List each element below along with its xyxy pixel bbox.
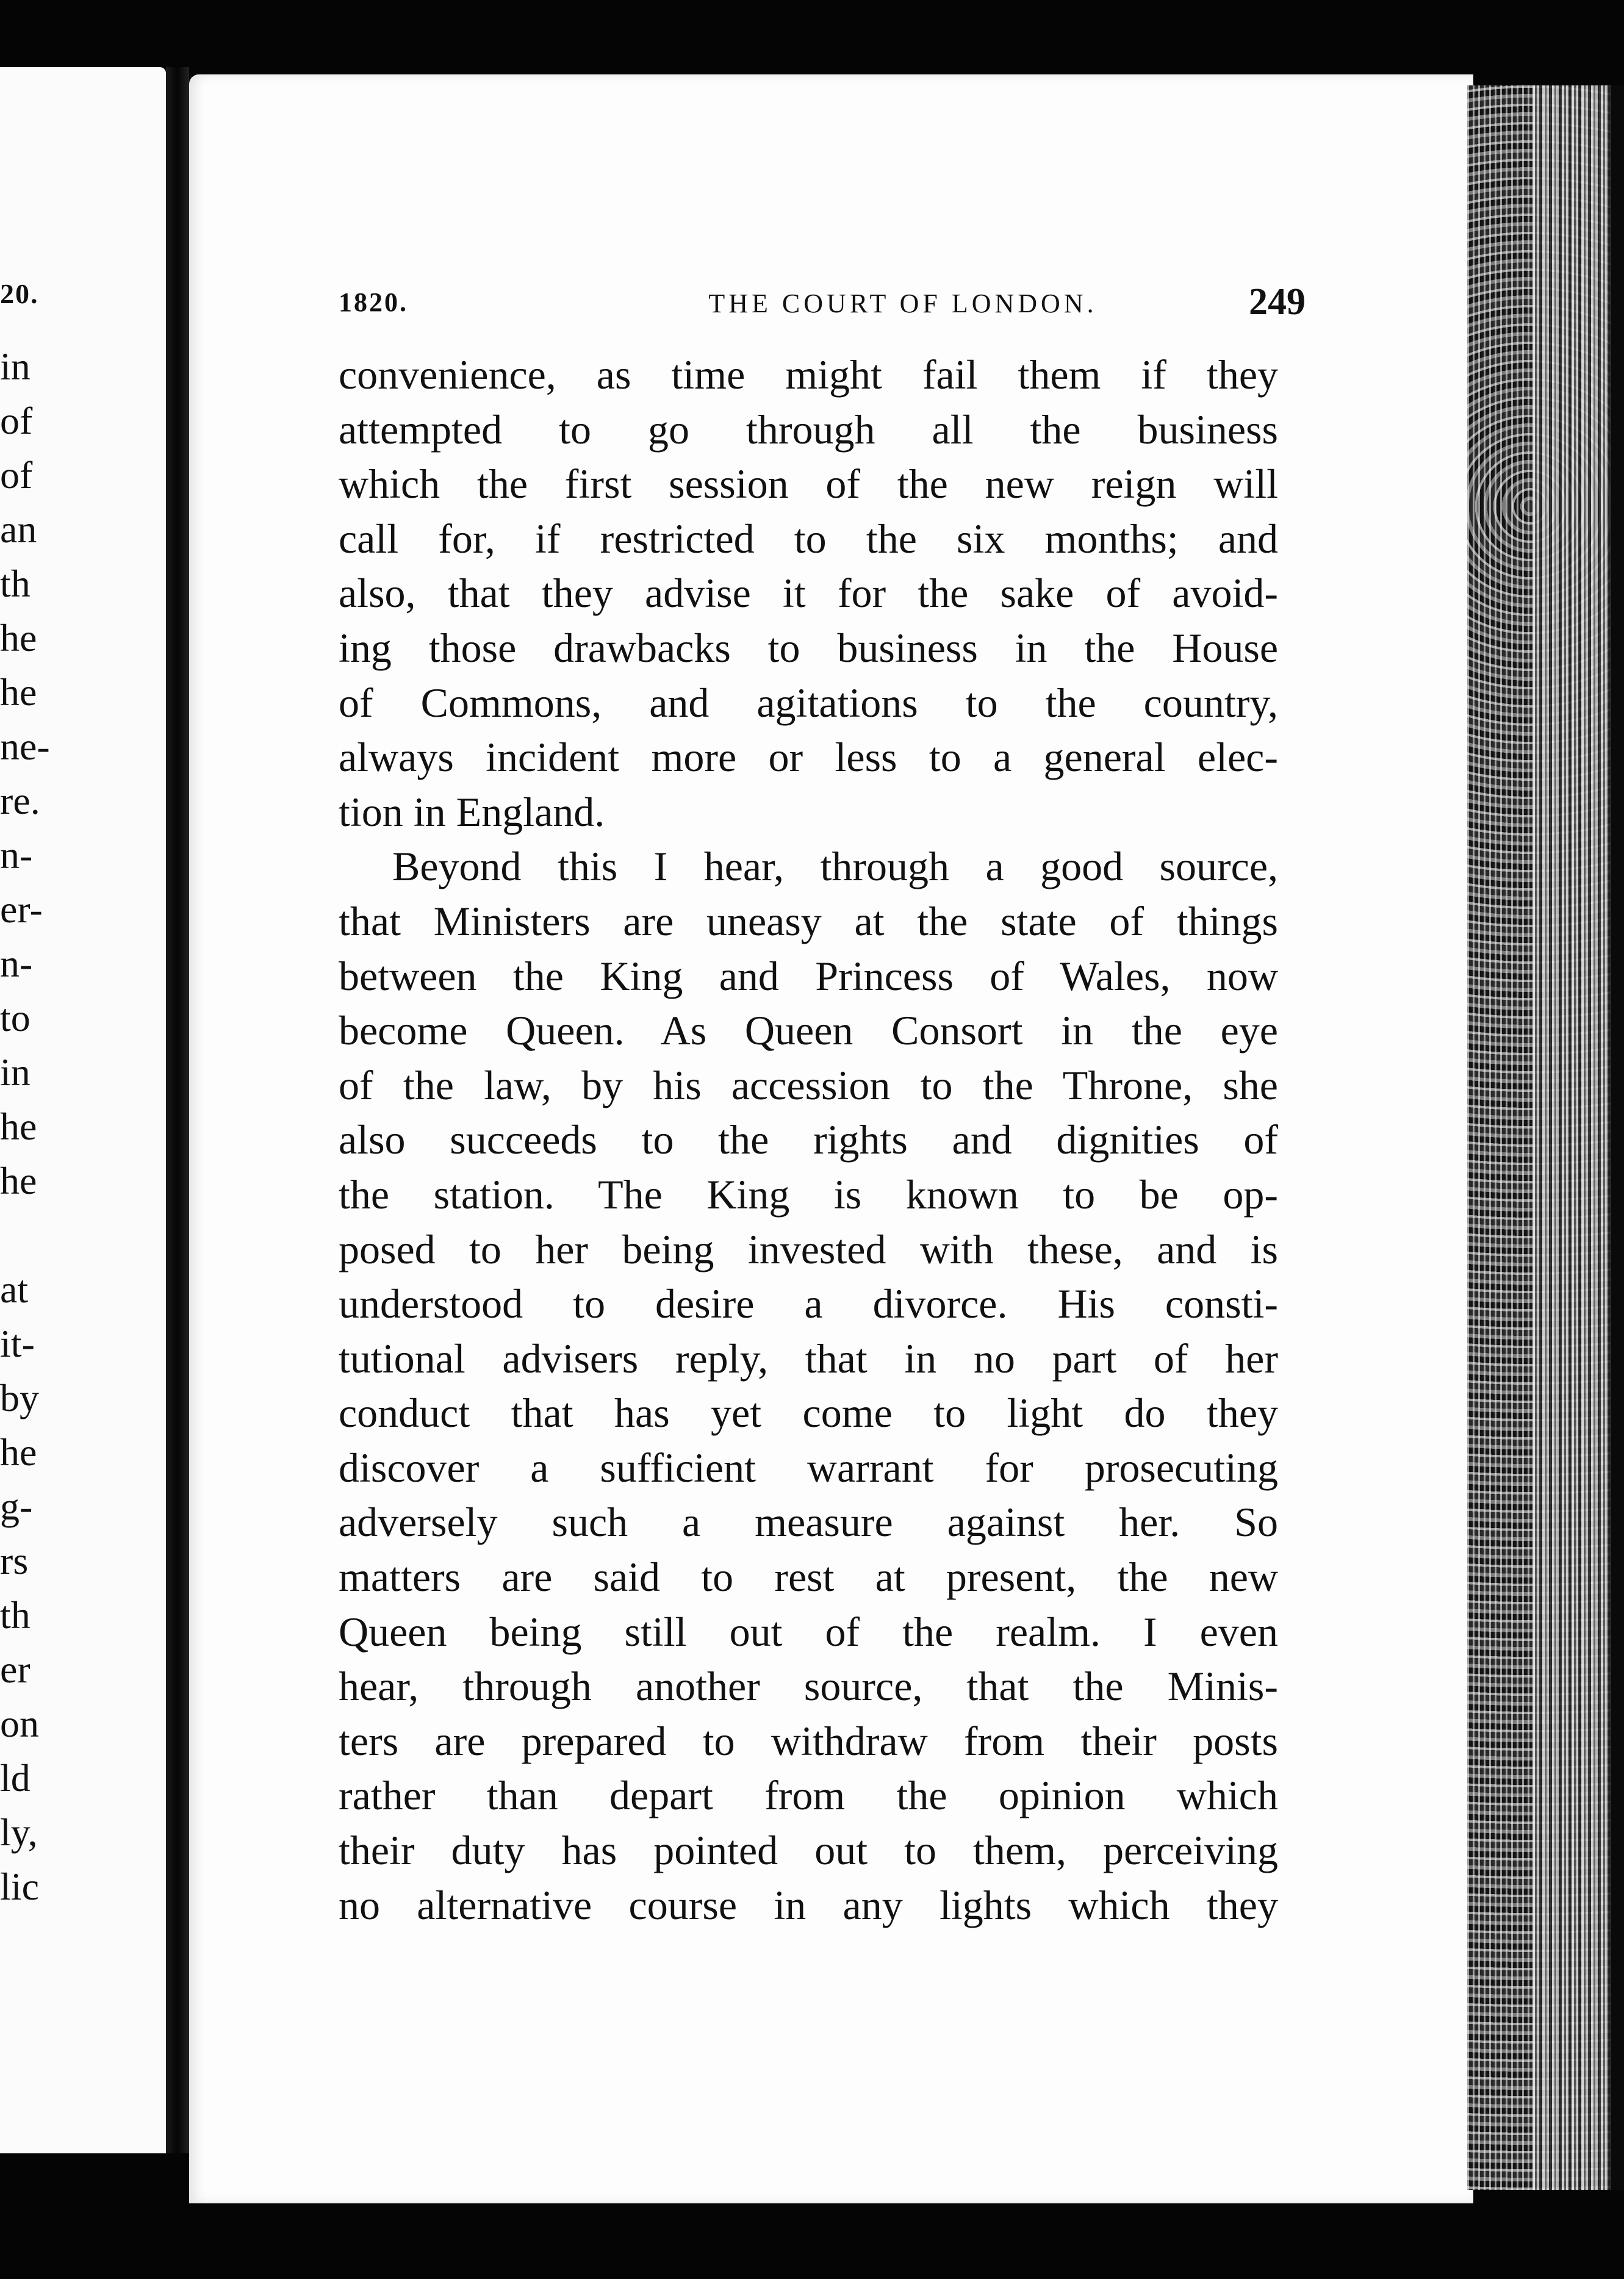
marbled-fore-edge: [1467, 85, 1624, 2190]
previous-page-fragment: [0, 67, 166, 2153]
book-page: [189, 74, 1473, 2203]
text-line: attempted to go through all the business: [339, 406, 1278, 453]
text-line: hear, through another source, that the Minis-: [339, 1663, 1278, 1710]
page-number: 249: [1249, 281, 1306, 323]
text-line: that Ministers are uneasy at the state of things: [339, 897, 1278, 944]
previous-page-line: ly,: [0, 1811, 38, 1854]
previous-page-line: er: [0, 1648, 31, 1691]
previous-page-line: in: [0, 345, 31, 388]
previous-page-line: to: [0, 996, 31, 1039]
previous-page-line: he: [0, 670, 37, 714]
previous-page-line: he: [0, 1430, 37, 1474]
previous-page-line: th: [0, 562, 31, 605]
running-header: [339, 281, 1467, 336]
text-line: become Queen. As Queen Consort in the eye: [339, 1007, 1278, 1054]
text-line: no alternative course in any lights which they: [339, 1881, 1278, 1928]
text-line: tutional advisers reply, that in no part of her: [339, 1335, 1278, 1382]
text-line: of the law, by his accession to the Throne, she: [339, 1061, 1278, 1108]
header-title: THE COURT OF LONDON.: [708, 289, 1098, 318]
text-line: of Commons, and agitations to the country,: [339, 679, 1278, 726]
previous-page-line: of: [0, 453, 33, 497]
previous-page-line: n-: [0, 833, 33, 877]
text-line: also succeeds to the rights and dignities of: [339, 1116, 1278, 1163]
book-cover-edge: [1611, 85, 1624, 2190]
text-line: call for, if restricted to the six months; and: [339, 515, 1278, 562]
previous-page-line: th: [0, 1593, 31, 1637]
text-line: matters are said to rest at present, the new: [339, 1554, 1278, 1601]
text-line: convenience, as time might fail them if they: [339, 351, 1278, 398]
previous-page-line: he: [0, 1105, 37, 1148]
previous-page-line: lic: [0, 1865, 39, 1908]
previous-page-line: in: [0, 1050, 31, 1094]
body-text: [339, 348, 1278, 1933]
text-line: between the King and Princess of Wales, now: [339, 952, 1278, 999]
header-year: 1820.: [339, 287, 408, 317]
previous-page-line: it-: [0, 1322, 35, 1365]
text-line: rather than depart from the opinion which: [339, 1772, 1278, 1819]
text-line: conduct that has yet come to light do they: [339, 1390, 1278, 1437]
previous-page-line: ld: [0, 1756, 31, 1800]
text-line: ters are prepared to withdraw from their posts: [339, 1717, 1278, 1764]
previous-page-line: he: [0, 616, 37, 659]
previous-page-line: g-: [0, 1485, 33, 1528]
text-line: always incident more or less to a general elec-: [339, 734, 1278, 781]
previous-page-line: on: [0, 1702, 39, 1745]
previous-page-line: at: [0, 1268, 29, 1311]
text-line: also, that they advise it for the sake of avoid-: [339, 570, 1278, 617]
book-gutter: [166, 67, 189, 2153]
previous-page-line: n-: [0, 942, 33, 985]
text-line: understood to desire a divorce. His consti-: [339, 1280, 1278, 1327]
text-line: discover a sufficient warrant for prosecuting: [339, 1444, 1278, 1491]
previous-page-line: re.: [0, 779, 40, 822]
previous-page-line: er-: [0, 888, 43, 931]
text-line: which the first session of the new reign will: [339, 461, 1278, 508]
text-line: adversely such a measure against her. So: [339, 1499, 1278, 1546]
previous-page-line: of: [0, 399, 33, 442]
text-line: posed to her being invested with these, and is: [339, 1226, 1278, 1272]
text-line: Queen being still out of the realm. I even: [339, 1608, 1278, 1655]
previous-page-line: rs: [0, 1539, 29, 1582]
text-line: ing those drawbacks to business in the House: [339, 624, 1278, 671]
previous-page-line: he: [0, 1159, 37, 1202]
text-line: Beyond this I hear, through a good source,: [392, 843, 1278, 890]
previous-page-header-fragment: 20.: [0, 278, 39, 309]
text-line: their duty has pointed out to them, perceiving: [339, 1827, 1278, 1874]
previous-page-line: an: [0, 508, 37, 551]
text-line: tion in England.: [339, 788, 605, 835]
text-line: the station. The King is known to be op-: [339, 1171, 1278, 1218]
previous-page-line: by: [0, 1376, 39, 1419]
previous-page-line: ne-: [0, 725, 50, 768]
